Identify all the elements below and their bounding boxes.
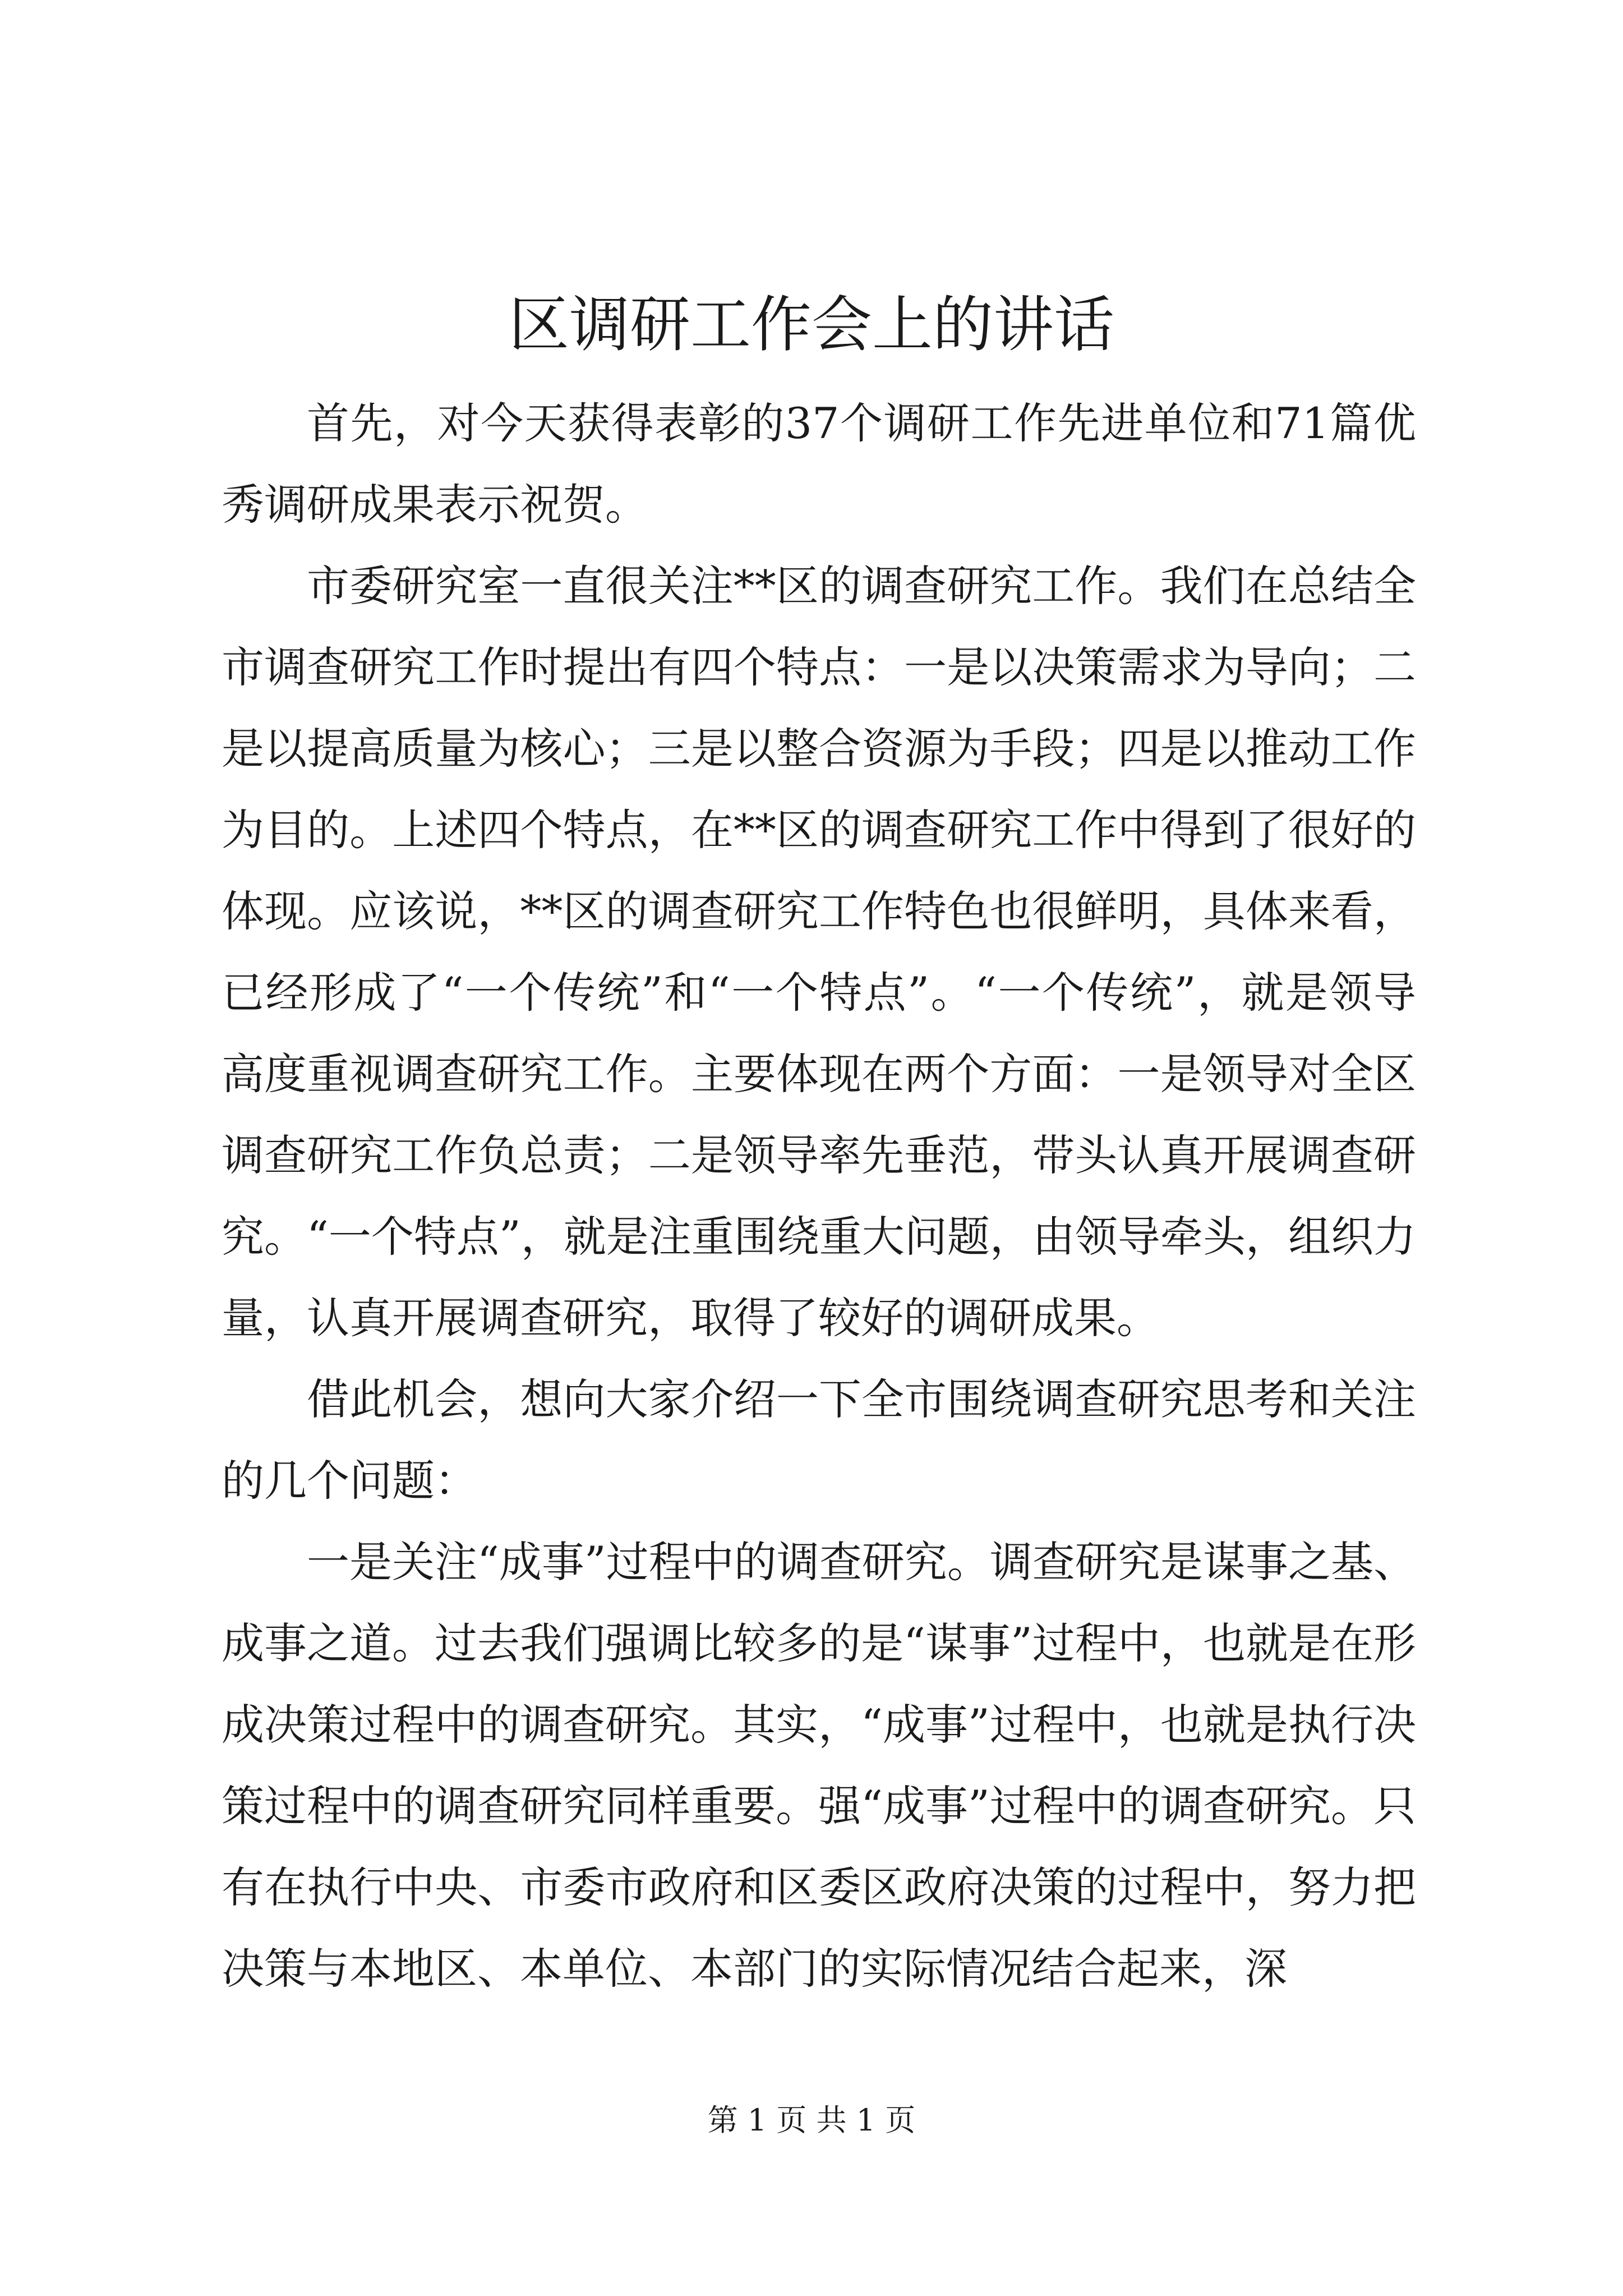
paragraph-introduction: 借此机会，想向大家介绍一下全市围绕调查研究思考和关注的几个问题： <box>222 1374 1416 1506</box>
paragraph-research-features: 市委研究室一直很关注**区的调查研究工作。我们在总结全市调查研究工作时提出有四个特点：一是以决策需求为导向；二是以提高质量为核心；三是以整合资源为手段；四是以推动工作为目的。上述四个特点，在**区的调查研究工作中得到了很好的体现。应该说，**区的调查研究工作特色也很鲜明，具体来看，已经形成了“一个传统”和“一个特点”。“一个传统”，就是领导高度重视调查研究工作。主要体现在两个方面：一是领导对全区调查研究工作负总责；二是领导率先垂范，带头认真开展调查研究。“一个特点”，就是注重围绕重大问题，由领导牵头，组织力量，认真开展调查研究，取得了较好的调研成果。 <box>222 561 1416 1343</box>
document-title: 区调研工作会上的讲话 <box>508 290 1114 360</box>
page-number-footer: 第 1 页 共 1 页 <box>707 2102 916 2138</box>
paragraph-congratulations: 首先，对今天获得表彰的37个调研工作先进单位和71篇优秀调研成果表示祝贺。 <box>222 398 1416 530</box>
paragraph-first-issue: 一是关注“成事”过程中的调查研究。调查研究是谋事之基、成事之道。过去我们强调比较多的是“谋事”过程中，也就是在形成决策过程中的调查研究。其实，“成事”过程中，也就是执行决策过程中的调查研究同样重要。强“成事”过程中的调查研究。只有在执行中央、市委市政府和区委区政府决策的过程中，努力把决策与本地区、本单位、本部门的实际情况结合起来，深 <box>222 1537 1416 1994</box>
document-body <box>222 383 1416 2009</box>
